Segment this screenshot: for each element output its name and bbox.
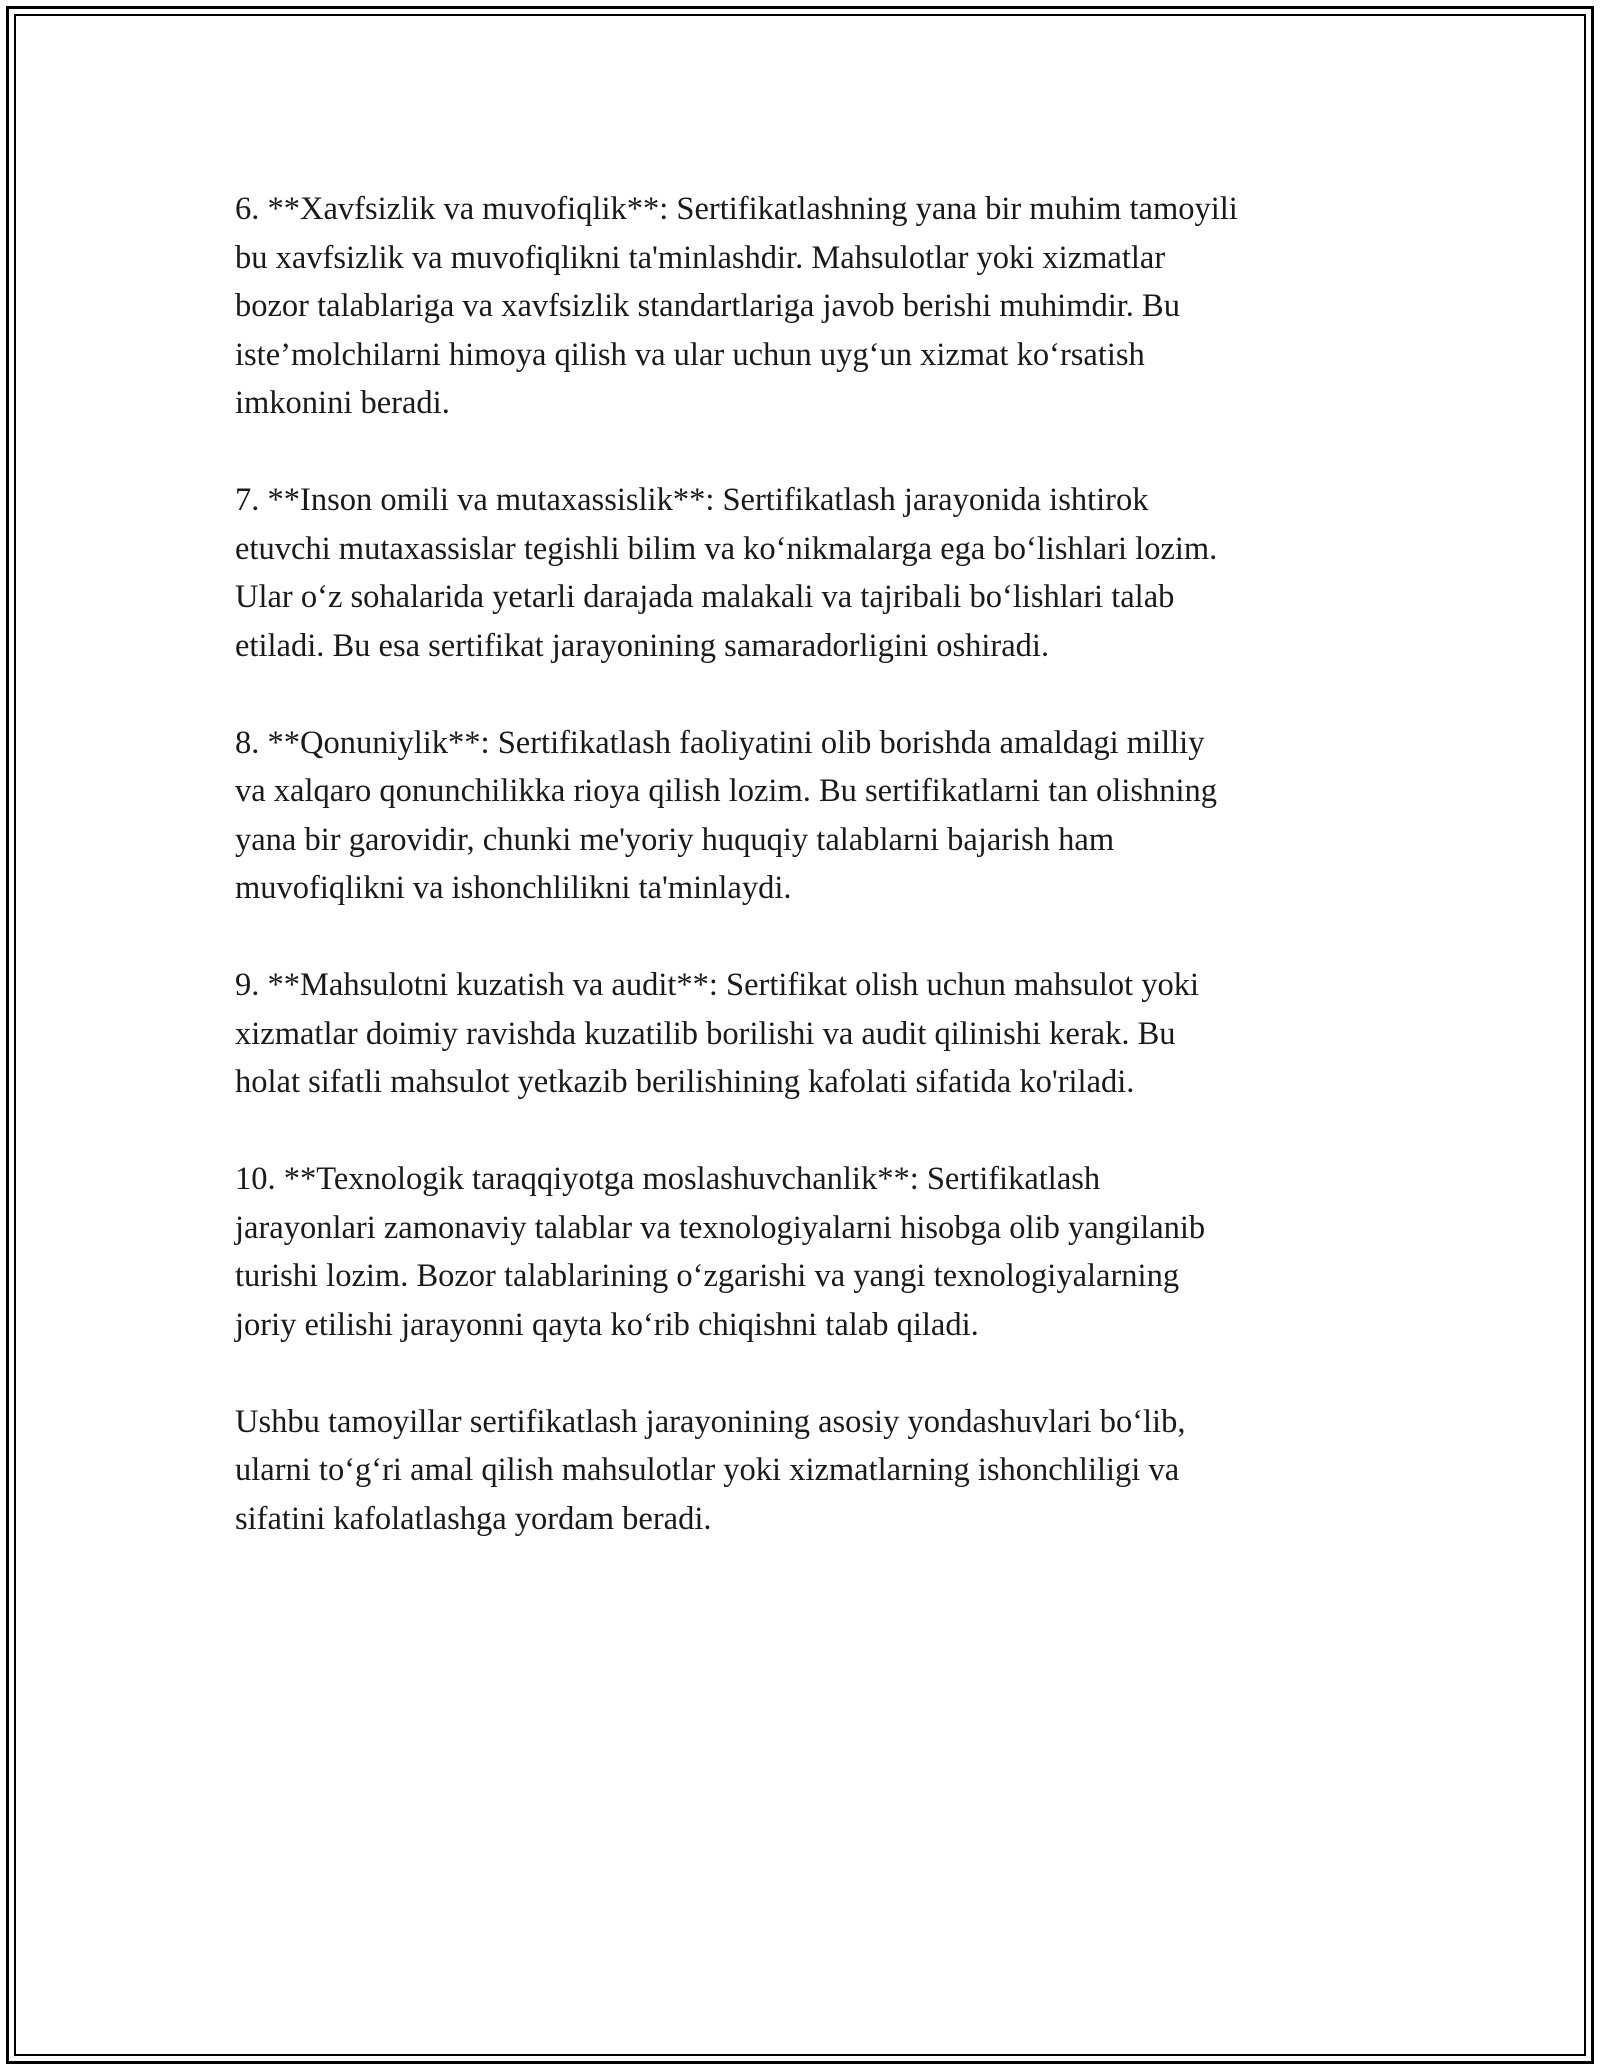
- document-body: [235, 185, 1385, 1543]
- paragraph-7-inson-omili: 7. **Inson omili va mutaxassislik**: Sertifikatlash jarayonida ishtirok etuvchi mutaxassislar tegishli bilim va ko‘nikmalarga ega bo‘lishlari lozim. Ular o‘z sohalarida yetarli darajada malakali va tajribali bo‘lishlari talab etiladi. Bu esa sertifikat jarayonining samaradorligini oshiradi.: [235, 482, 1218, 664]
- paragraph-10-texnologik: 10. **Texnologik taraqqiyotga moslashuvchanlik**: Sertifikatlash jarayonlari zamonaviy talablar va texnologiyalarni hisobga olib yangilanib turishi lozim. Bozor talablarining o‘zgarishi va yangi texnologiyalarning joriy etilishi jarayonni qayta ko‘rib chiqishni talab qiladi.: [235, 1161, 1206, 1343]
- paragraph-9-kuzatish-audit: 9. **Mahsulotni kuzatish va audit**: Sertifikat olish uchun mahsulot yoki xizmatlar doimiy ravishda kuzatilib borilishi va audit qilinishi kerak. Bu holat sifatli mahsulot yetkazib berilishining kafolati sifatida ko'riladi.: [235, 967, 1200, 1100]
- paragraph-6-xavfsizlik: 6. **Xavfsizlik va muvofiqlik**: Sertifikatlashning yana bir muhim tamoyili bu xavfsizlik va muvofiqlikni ta'minlashdir. Mahsulotlar yoki xizmatlar bozor talablariga va xavfsizlik standartlariga javob berishi muhimdir. Bu iste’molchilarni himoya qilish va ular uchun uyg‘un xizmat ko‘rsatish imkonini beradi.: [235, 191, 1238, 421]
- paragraph-conclusion: Ushbu tamoyillar sertifikatlash jarayonining asosiy yondashuvlari bo‘lib, ularni to‘g‘ri amal qilish mahsulotlar yoki xizmatlarning ishonchliligi va sifatini kafolatlashga yordam beradi.: [235, 1403, 1186, 1537]
- paragraph-8-qonuniylik: 8. **Qonuniylik**: Sertifikatlash faoliyatini olib borishda amaldagi milliy va xalqaro qonunchilikka rioya qilish lozim. Bu sertifikatlarni tan olishning yana bir garovidir, chunki me'yoriy huquqiy talablarni bajarish ham muvofiqlikni va ishonchlilikni ta'minlaydi.: [235, 724, 1218, 906]
